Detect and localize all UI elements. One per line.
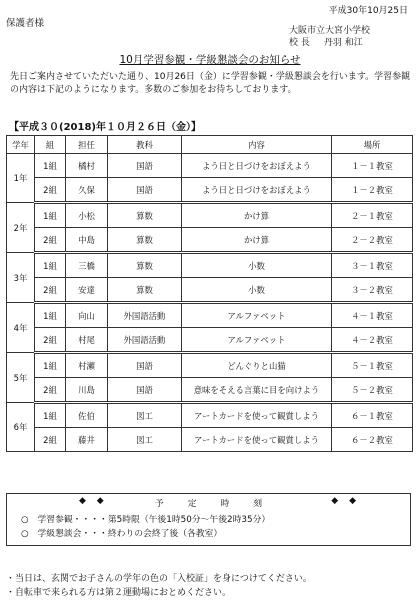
cell-place: ２－１教室 (332, 203, 413, 228)
cell-place: ３－２教室 (332, 278, 413, 303)
cell-subject: 国語 (108, 353, 182, 378)
cell-subject: 図工 (108, 403, 182, 428)
cell-content: かけ算 (182, 203, 332, 228)
cell-content: アルファベット (182, 328, 332, 353)
cell-content: よう日と日づけをおぼえよう (182, 154, 332, 178)
table-row (7, 353, 413, 378)
cell-teacher: 小松 (66, 203, 108, 228)
header-place: 場所 (332, 136, 413, 154)
schedule-heading-row (7, 496, 410, 509)
cell-content: かけ算 (182, 228, 332, 253)
cell-content: 意味をそえる言葉に目を向けよう (182, 378, 332, 403)
cell-class: 2組 (35, 428, 66, 452)
cell-content: 小数 (182, 278, 332, 303)
cell-place: ６－１教室 (332, 403, 413, 428)
principal-title: 校 長 (289, 37, 310, 48)
table-row (7, 253, 413, 278)
table-row (7, 378, 413, 403)
cell-subject: 国語 (108, 378, 182, 403)
cell-subject: 外国語活動 (108, 328, 182, 353)
cell-subject: 算数 (108, 203, 182, 228)
cell-place: ５－１教室 (332, 353, 413, 378)
cell-grade: 1年 (7, 154, 35, 203)
header-subject: 教科 (108, 136, 182, 154)
cell-content: アルファベット (182, 303, 332, 328)
cell-teacher: 向山 (66, 303, 108, 328)
cell-teacher: 中島 (66, 228, 108, 253)
cell-grade: 2年 (7, 203, 35, 253)
intro-paragraph: 先日ご案内させていただいた通り、10月26日（金）に学習参観・学級懇談会を行います。学習参観の内容は下記のようになります。多数のご参加をお待ちしております。 (10, 72, 411, 95)
document-title (0, 52, 420, 67)
school-name: 大阪市立大宮小学校 (289, 26, 371, 36)
table-row (7, 403, 413, 428)
cell-teacher: 久保 (66, 178, 108, 203)
cell-subject: 算数 (108, 228, 182, 253)
cell-teacher: 安達 (66, 278, 108, 303)
cell-grade: 3年 (7, 253, 35, 303)
cell-grade: 4年 (7, 303, 35, 353)
cell-class: 1組 (35, 403, 66, 428)
header-grade: 学年 (7, 136, 35, 154)
principal-name: 丹羽 和江 (323, 37, 363, 48)
cell-content: 小数 (182, 253, 332, 278)
diamond-right-icon: ◆ ◆ (331, 496, 360, 506)
header-class: 組 (35, 136, 66, 154)
table-header-row (7, 136, 413, 154)
cell-teacher: 橘村 (66, 154, 108, 178)
table-row (7, 328, 413, 353)
cell-class: 1組 (35, 303, 66, 328)
cell-place: ４－２教室 (332, 328, 413, 353)
cell-class: 1組 (35, 154, 66, 178)
schedule-line-observation: ○ 学習参観・・・・第5時限（午後1時50分～午後2時35分） (21, 515, 271, 525)
cell-subject: 国語 (108, 154, 182, 178)
header-teacher: 担任 (66, 136, 108, 154)
cell-subject: 算数 (108, 278, 182, 303)
schedule-box (6, 493, 411, 546)
cell-teacher: 佐伯 (66, 403, 108, 428)
cell-grade: 5年 (7, 353, 35, 403)
cell-place: １－２教室 (332, 178, 413, 203)
cell-content: どんぐりと山猫 (182, 353, 332, 378)
table-row (7, 428, 413, 452)
table-row (7, 228, 413, 253)
cell-class: 1組 (35, 353, 66, 378)
cell-grade: 6年 (7, 403, 35, 452)
cell-place: ４－１教室 (332, 303, 413, 328)
recipient: 保護者様 (6, 18, 45, 29)
cell-place: ６－２教室 (332, 428, 413, 452)
cell-subject: 図工 (108, 428, 182, 452)
cell-teacher: 藤井 (66, 428, 108, 452)
header-content: 内容 (182, 136, 332, 154)
cell-class: 1組 (35, 203, 66, 228)
cell-subject: 国語 (108, 178, 182, 203)
cell-content: アートカードを使って観賞しよう (182, 428, 332, 452)
cell-class: 2組 (35, 328, 66, 353)
schedule-table (6, 135, 413, 452)
cell-place: ２－２教室 (332, 228, 413, 253)
cell-teacher: 三橋 (66, 253, 108, 278)
issue-date: 平成30年10月25日 (328, 6, 408, 16)
cell-content: アートカードを使って観賞しよう (182, 403, 332, 428)
cell-teacher: 村瀬 (66, 353, 108, 378)
cell-class: 2組 (35, 278, 66, 303)
cell-class: 2組 (35, 228, 66, 253)
table-row (7, 278, 413, 303)
table-row (7, 178, 413, 203)
cell-class: 2組 (35, 178, 66, 203)
note-bicycle: ・自転車で来られる方は第２運動場におとめください。 (6, 588, 232, 598)
cell-content: よう日と日づけをおぼえよう (182, 178, 332, 203)
note-entry-pass: ・当日は、玄関でお子さんの学年の色の「入校証」を身につけてください。 (6, 574, 312, 584)
principal-line (289, 38, 370, 50)
cell-place: ５－２教室 (332, 378, 413, 403)
cell-place: １－１教室 (332, 154, 413, 178)
table-row (7, 303, 413, 328)
event-date: 【平成３０(2018)年１０月２６日（金）】 (9, 122, 201, 133)
cell-class: 2組 (35, 378, 66, 403)
schedule-heading: 予定時刻 (154, 499, 287, 509)
cell-subject: 外国語活動 (108, 303, 182, 328)
table-body (7, 154, 413, 452)
table-row (7, 203, 413, 228)
cell-class: 1組 (35, 253, 66, 278)
cell-subject: 算数 (108, 253, 182, 278)
sender-block (289, 26, 370, 49)
cell-place: ３－１教室 (332, 253, 413, 278)
document-title-text: 10月学習参観・学級懇談会のお知らせ (119, 54, 301, 66)
schedule-line-meeting: ○ 学級懇談会・・・終わりの会終了後（各教室） (21, 529, 223, 539)
cell-teacher: 村尾 (66, 328, 108, 353)
table-row (7, 154, 413, 178)
cell-teacher: 川島 (66, 378, 108, 403)
diamond-left-icon: ◆ ◆ (79, 496, 108, 506)
